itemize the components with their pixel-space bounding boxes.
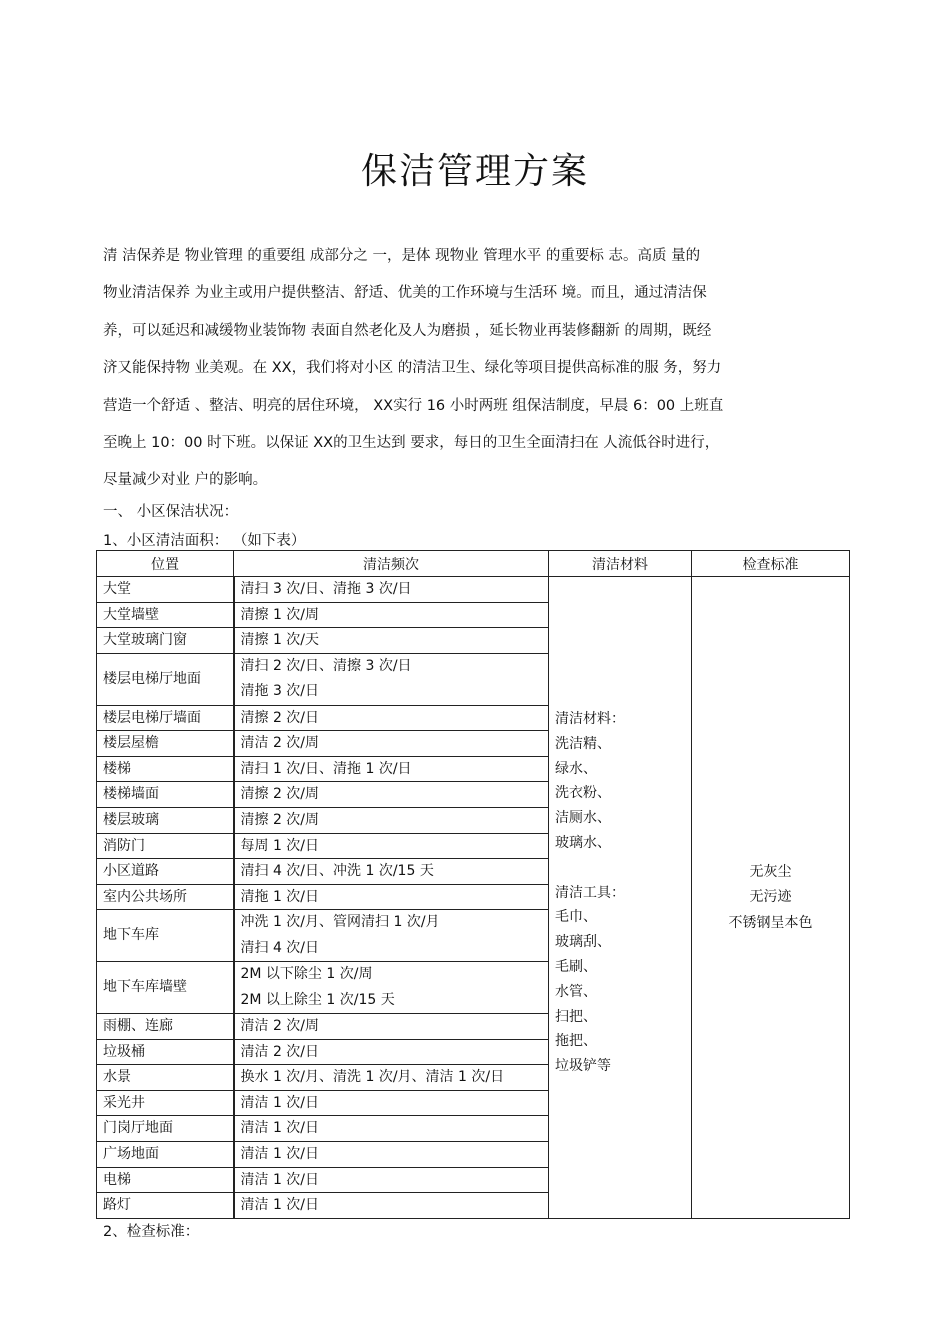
cell-location: 电梯: [97, 1167, 234, 1193]
frequency-line: 清拖 3 次/日: [240, 683, 320, 700]
frequency-line: 清拖 1 次/日: [240, 888, 320, 905]
frequency-line: 清洁 1 次/日: [240, 1197, 320, 1214]
intro-line: 物业清洁保养 为业主或用户提供整洁、舒适、优美的工作环境与生活环 境。而且，通过清洁保: [103, 285, 707, 302]
cell-location: 楼层屋檐: [97, 731, 234, 757]
cell-location: 地下车库墙壁: [97, 962, 234, 1014]
cell-frequency: [234, 884, 549, 910]
cell-frequency: [234, 1116, 549, 1142]
cleaning-table: [96, 550, 850, 1219]
intro-paragraph: [103, 238, 843, 500]
material-item: 洁厕水、: [555, 810, 611, 827]
material-item: 清洁工具：: [555, 884, 625, 901]
frequency-line: 清擦 1 次/天: [240, 632, 320, 649]
intro-line: 养，可以延迟和减缓物业装饰物 表面自然老化及人为磨损 ，延长物业再装修翻新 的周期，既经: [103, 322, 712, 339]
frequency-line: 清扫 4 次/日: [240, 939, 320, 956]
cell-frequency: [234, 705, 549, 731]
frequency-line: 清洁 1 次/日: [240, 1171, 320, 1188]
material-item: 洗洁精、: [555, 735, 611, 752]
page-title: 保洁管理方案: [360, 151, 589, 192]
intro-line: 尽量减少对业 户的影响。: [103, 472, 268, 489]
material-item: 拖把、: [555, 1033, 597, 1050]
frequency-line: 清扫 2 次/日、清擦 3 次/日: [240, 657, 412, 674]
cell-standard: [692, 577, 850, 1219]
cell-location: 楼层电梯厅地面: [97, 653, 234, 705]
frequency-line: 清擦 1 次/周: [240, 606, 320, 623]
cell-frequency: [234, 1167, 549, 1193]
intro-line: 至晚上 10：00 时下班。以保证 XX的卫生达到 要求，每日的卫生全面清扫在 人流低谷时进行，: [103, 434, 720, 451]
frequency-line: 清擦 2 次/日: [240, 709, 320, 726]
cell-frequency: [234, 1090, 549, 1116]
cell-location: 雨棚、连廊: [97, 1013, 234, 1039]
frequency-line: 清扫 4 次/日、冲洗 1 次/15 天: [240, 863, 434, 880]
standard-item: 无污迹: [749, 889, 792, 906]
frequency-line: 冲洗 1 次/月、管网清扫 1 次/月: [240, 914, 440, 931]
table-header-row: [97, 551, 850, 577]
cell-frequency: [234, 756, 549, 782]
section-heading-1-2: 2、检查标准：: [103, 1224, 200, 1240]
standard-item: 无灰尘: [749, 864, 792, 880]
frequency-line: 换水 1 次/月、清洗 1 次/月、清洁 1 次/日: [240, 1069, 505, 1086]
header-materials: 清洁材料: [549, 551, 692, 577]
cell-frequency: [234, 833, 549, 859]
cell-frequency: [234, 782, 549, 808]
frequency-line: 清洁 2 次/周: [240, 1017, 320, 1034]
cell-frequency: [234, 807, 549, 833]
cell-location: 垃圾桶: [97, 1039, 234, 1065]
frequency-line: 清擦 2 次/周: [240, 786, 320, 803]
frequency-line: 清扫 3 次/日、清拖 3 次/日: [240, 581, 412, 597]
cell-location: 大堂: [97, 577, 234, 603]
cell-frequency: [234, 1141, 549, 1167]
intro-line: 济又能保持物 业美观。在 XX，我们将对小区 的清洁卫生、绿化等项目提供高标准的服 务，努力: [103, 360, 722, 377]
cell-frequency: [234, 577, 549, 603]
material-item: 洗衣粉、: [555, 785, 611, 802]
material-item: 玻璃水、: [555, 834, 611, 851]
frequency-line: 清擦 2 次/周: [240, 811, 320, 828]
cell-location: 楼梯: [97, 756, 234, 782]
cell-location: 小区道路: [97, 859, 234, 885]
cell-location: 采光井: [97, 1090, 234, 1116]
cell-location: 楼梯墙面: [97, 782, 234, 808]
frequency-line: 清扫 1 次/日、清拖 1 次/日: [240, 760, 412, 777]
section-heading-1: 一、 小区保洁状况：: [103, 504, 239, 520]
cell-location: 消防门: [97, 833, 234, 859]
material-item: 水管、: [555, 983, 597, 1000]
cell-location: 大堂墙壁: [97, 602, 234, 628]
cell-frequency: [234, 628, 549, 654]
cell-location: 门岗厅地面: [97, 1116, 234, 1142]
header-standard: 检查标准: [692, 551, 850, 577]
cell-frequency: [234, 653, 549, 705]
frequency-line: 每周 1 次/日: [240, 837, 320, 854]
cell-frequency: [234, 1013, 549, 1039]
frequency-line: 清洁 1 次/日: [240, 1120, 320, 1137]
material-item: 毛巾、: [555, 909, 597, 926]
cell-location: 水景: [97, 1065, 234, 1091]
material-item: 垃圾铲等: [555, 1058, 611, 1075]
cell-frequency: [234, 1193, 549, 1219]
cell-frequency: [234, 910, 549, 962]
cell-frequency: [234, 731, 549, 757]
header-location: 位置: [97, 551, 234, 577]
material-item: 绿水、: [555, 760, 597, 777]
cell-location: 地下车库: [97, 910, 234, 962]
cell-frequency: [234, 602, 549, 628]
cell-location: 路灯: [97, 1193, 234, 1219]
table-body: [97, 577, 850, 1219]
cell-location: 楼层玻璃: [97, 807, 234, 833]
cell-location: 大堂玻璃门窗: [97, 628, 234, 654]
intro-line: 清 洁保养是 物业管理 的重要组 成部分之 一，是体 现物业 管理水平 的重要标 志。高质 量的: [103, 248, 701, 264]
cell-materials: [549, 577, 692, 1219]
frequency-line: 清洁 1 次/日: [240, 1094, 320, 1111]
standard-item: 不锈钢呈本色: [728, 914, 813, 931]
cell-frequency: [234, 1039, 549, 1065]
material-item: 玻璃刮、: [555, 934, 611, 951]
frequency-line: 2M 以上除尘 1 次/15 天: [240, 991, 395, 1008]
frequency-line: 清洁 2 次/日: [240, 1043, 320, 1060]
material-item: 毛刷、: [555, 958, 597, 975]
cell-location: 楼层电梯厅墙面: [97, 705, 234, 731]
cell-location: 广场地面: [97, 1141, 234, 1167]
frequency-line: 清洁 1 次/日: [240, 1145, 320, 1162]
material-item: [555, 856, 685, 881]
cell-frequency: [234, 962, 549, 1014]
material-item: 清洁材料：: [555, 711, 625, 727]
intro-line: 营造一个舒适 、整洁、明亮的居住环境， XX实行 16 小时两班 组保洁制度，早晨 6：00 上班直: [103, 397, 724, 414]
cell-frequency: [234, 1065, 549, 1091]
material-item: 扫把、: [555, 1008, 597, 1025]
frequency-line: 清洁 2 次/周: [240, 735, 320, 752]
table-row: [97, 577, 850, 603]
frequency-line: 2M 以下除尘 1 次/周: [240, 966, 373, 983]
section-heading-1-1: 1、小区清洁面积： （如下表）: [103, 533, 306, 549]
cell-location: 室内公共场所: [97, 884, 234, 910]
cell-frequency: [234, 859, 549, 885]
header-frequency: 清洁频次: [234, 551, 549, 577]
